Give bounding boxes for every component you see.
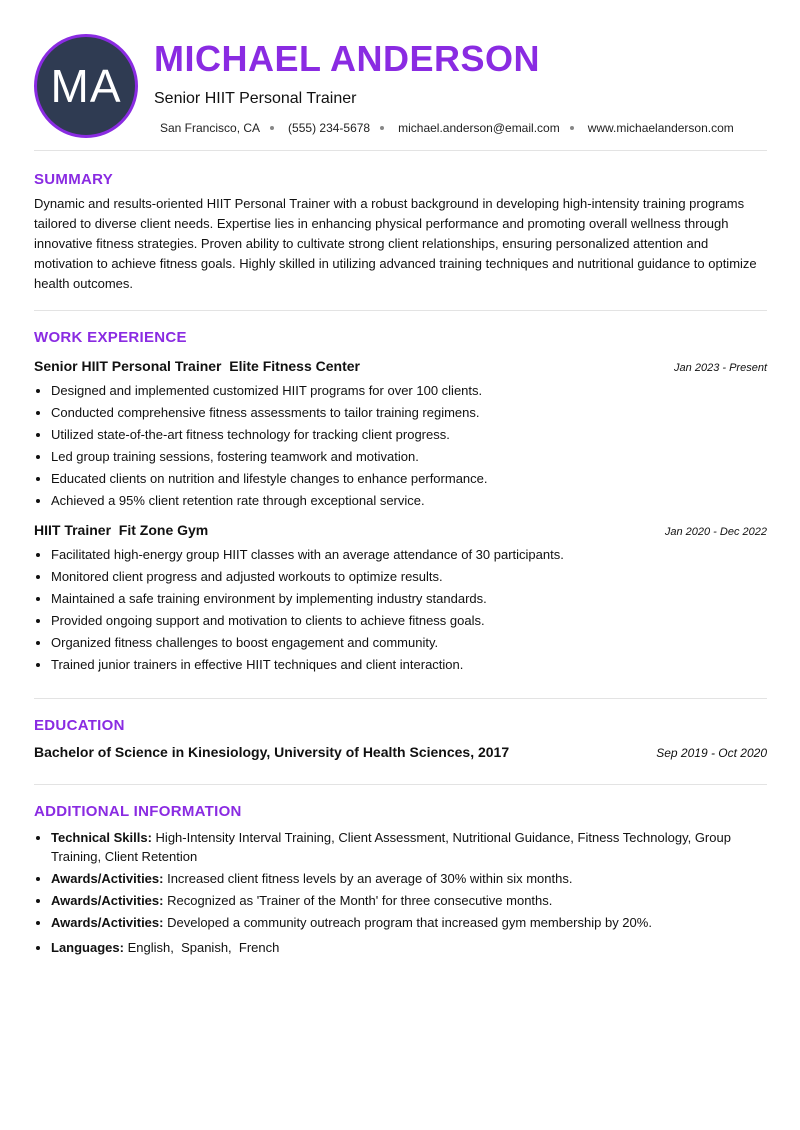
education-degree: Bachelor of Science in Kinesiology, University of Health Sciences, 2017 (34, 744, 510, 760)
resume-header (34, 34, 767, 150)
list-item: • Educated clients on nutrition and lifestyle changes to enhance performance. (51, 468, 767, 490)
list-item (51, 828, 767, 866)
education-section (34, 717, 767, 760)
info-text: Recognized as 'Trainer of the Month' for three consecutive months. (167, 893, 553, 908)
separator-dot (570, 126, 574, 130)
section-heading-experience: WORK EXPERIENCE (34, 329, 187, 346)
contact-line (160, 121, 734, 135)
education-dates: Sep 2019 - Oct 2020 (656, 746, 767, 760)
info-label: Awards/Activities: (51, 893, 164, 908)
job-dates: Jan 2023 - Present (674, 362, 767, 374)
list-item: • Monitored client progress and adjusted workouts to optimize results. (51, 566, 767, 588)
job-header (34, 522, 767, 538)
list-item (51, 938, 767, 957)
list-item: • Led group training sessions, fostering teamwork and motivation. (51, 446, 767, 468)
education-entry (34, 744, 767, 760)
job-header (34, 358, 767, 374)
separator-dot (270, 126, 274, 130)
job-title: Senior HIIT Personal Trainer Elite Fitness Center (34, 358, 360, 374)
job-dates: Jan 2020 - Dec 2022 (664, 526, 767, 538)
list-item (51, 891, 767, 910)
job-entry (34, 522, 767, 676)
contact-email[interactable]: michael.anderson@email.com (398, 121, 560, 135)
list-item: • Achieved a 95% client retention rate through exceptional service. (51, 490, 767, 512)
divider (34, 150, 767, 151)
info-text: English, Spanish, French (127, 940, 280, 955)
contact-website[interactable]: www.michaelanderson.com (587, 121, 734, 135)
info-text: Increased client fitness levels by an average of 30% within six months. (167, 871, 573, 886)
info-text: Developed a community outreach program that increased gym membership by 20%. (167, 915, 652, 930)
list-item (51, 869, 767, 888)
list-item: • Organized fitness challenges to boost engagement and community. (51, 632, 767, 654)
info-text: High-Intensity Interval Training, Client Assessment, Nutritional Guidance, Fitness Technology, Group Training, Client Retention (51, 830, 731, 864)
experience-section (34, 329, 767, 676)
divider (34, 310, 767, 311)
resume-page (34, 34, 767, 960)
avatar-initials: MA (50, 60, 122, 112)
job-bullets (34, 380, 767, 512)
avatar (34, 34, 138, 138)
list-item: • Conducted comprehensive fitness assessments to tailor training regimens. (51, 402, 767, 424)
section-heading-summary: SUMMARY (34, 171, 114, 188)
info-label: Technical Skills: (51, 830, 152, 845)
candidate-name: MICHAEL ANDERSON (154, 38, 541, 79)
section-heading-education: EDUCATION (34, 717, 125, 734)
job-title: HIIT Trainer Fit Zone Gym (34, 522, 209, 538)
list-item: • Maintained a safe training environment by implementing industry standards. (51, 588, 767, 610)
summary-text: Dynamic and results-oriented HIIT Personal Trainer with a robust background in developing high-intensity training programs tailored to diverse client needs. Expertise lies in enhancing physical performance and promoting overall wellness through innovative fitness strategies. Proven ability to cultivate strong client relationships, ensuring personalized attention and motivation to achieve fitness goals. Highly skilled in utilizing advanced training techniques and nutritional guidance to optimize health outcomes. (34, 196, 757, 291)
list-item: • Provided ongoing support and motivation to clients to achieve fitness goals. (51, 610, 767, 632)
divider (34, 698, 767, 699)
list-item: • Trained junior trainers in effective HIIT techniques and client interaction. (51, 654, 767, 676)
section-heading-additional: ADDITIONAL INFORMATION (34, 803, 242, 820)
contact-phone: (555) 234-5678 (288, 121, 371, 135)
job-entry (34, 358, 767, 512)
info-label: Awards/Activities: (51, 915, 164, 930)
separator-dot (380, 126, 384, 130)
list-item (51, 913, 767, 932)
list-item: • Facilitated high-energy group HIIT classes with an average attendance of 30 participants. (51, 544, 767, 566)
divider (34, 784, 767, 785)
additional-list (34, 828, 767, 957)
info-label: Languages: (51, 940, 124, 955)
info-label: Awards/Activities: (51, 871, 164, 886)
additional-section (34, 803, 767, 957)
contact-location: San Francisco, CA (160, 121, 261, 135)
list-item: • Designed and implemented customized HIIT programs for over 100 clients. (51, 380, 767, 402)
job-bullets (34, 544, 767, 676)
candidate-title: Senior HIIT Personal Trainer (154, 90, 357, 107)
list-item: • Utilized state-of-the-art fitness technology for tracking client progress. (51, 424, 767, 446)
summary-section (34, 171, 767, 294)
